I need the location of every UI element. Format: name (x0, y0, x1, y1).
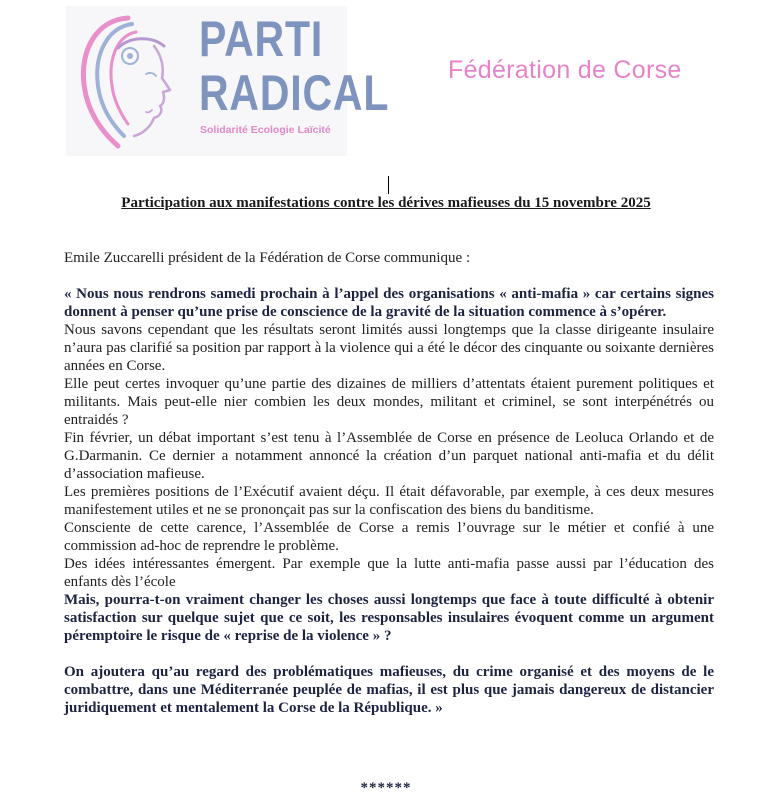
body-paragraph: Elle peut certes invoquer qu’une partie des dizaines de milliers d’attentats étaient purement politiques et militants. Mais peut-elle nier combien les deux mondes, militant et criminel, se sont interpénétrés ou entraidés ? (64, 376, 714, 428)
end-mark: ****** (360, 780, 412, 796)
logo-word-parti: PARTI (199, 11, 324, 67)
body-paragraph: Consciente de cette carence, l’Assemblée de Corse a remis l’ouvrage sur le métier et confié à une commission ad-hoc de reprendre le problème. (64, 520, 714, 554)
logo-word-radical: RADICAL (199, 65, 390, 121)
body-paragraph: Des idées intéressantes émergent. Par exemple que la lutte anti-mafia passe aussi par l’éducation des enfants dès l’école (64, 556, 714, 590)
body-paragraph: « Nous nous rendrons samedi prochain à l’appel des organisations « anti-mafia » car certains signes donnent à penser qu’une prise de conscience de la gravité de la situation commence à s’opérer. (64, 286, 714, 320)
body-paragraph: On ajoutera qu’au regard des problématiques mafieuses, du crime organisé et des moyens de le combattre, dans une Méditerranée peuplée de mafias, il est plus que jamais dangereux de distancier juridiquement et mentalement la Corse de la République. » (64, 664, 714, 716)
body-paragraph: Nous savons cependant que les résultats seront limités aussi longtemps que la classe dirigeante insulaire n’aura pas clarifié sa position par rapport à la violence qui a été le décor des cinquante ou soixante dernières années en Corse. (64, 322, 714, 374)
document-title: Participation aux manifestations contre les dérives mafieuses du 15 novembre 2025 (121, 195, 651, 211)
federation-heading: Fédération de Corse (448, 56, 682, 84)
party-logo (66, 6, 390, 156)
text-cursor (388, 176, 389, 194)
body-paragraph: Mais, pourra-t-on vraiment changer les choses aussi longtemps que face à toute difficulté à obtenir satisfaction sur quelque sujet que ce soit, les responsables insulaires évoquent comme un argument péremptoire le risque de « reprise de la violence » ? (64, 592, 714, 644)
body-paragraph: Fin février, un débat important s’est tenu à l’Assemblée de Corse en présence de Leoluca Orlando et de G.Darmanin. Ce dernier a notamment annoncé la création d’un parquet national anti-mafia et du délit d’association mafieuse. (64, 430, 714, 482)
logo-tagline: Solidarité Ecologie Laïcité (200, 124, 331, 136)
woman-profile-with-marianne-emblem-icon (66, 6, 196, 156)
body-paragraph: Les premières positions de l’Exécutif avaient déçu. Il était défavorable, par exemple, à ces deux mesures manifestement utiles et ne se prononçait pas sur la confiscation des biens du banditisme. (64, 484, 714, 518)
intro-paragraph: Emile Zuccarelli président de la Fédération de Corse communique : (64, 250, 471, 266)
document-body (64, 249, 714, 717)
